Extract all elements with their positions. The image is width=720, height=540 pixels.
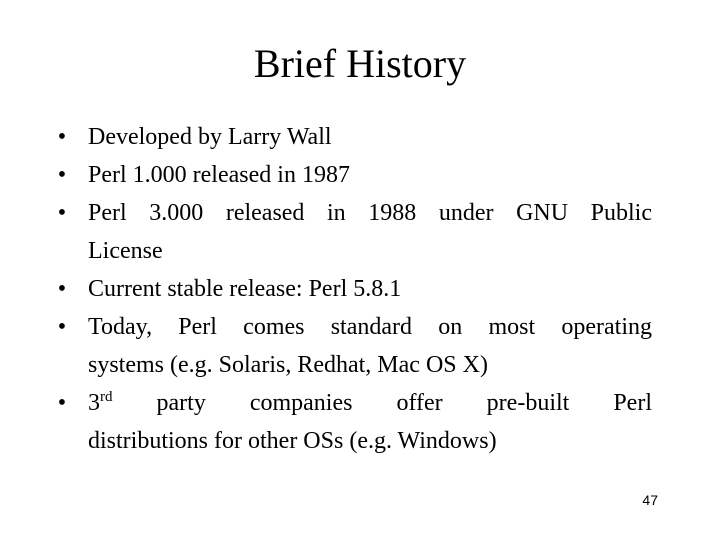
bullet-text: Developed by Larry Wall xyxy=(88,124,332,150)
bullet-icon: • xyxy=(57,390,67,416)
bullet-icon: • xyxy=(57,162,67,188)
bullet-icon: • xyxy=(57,124,67,150)
bullet-text: Perl 3.000 released in 1988 under GNU Public xyxy=(88,200,652,226)
ordinal-number: 3 xyxy=(88,390,100,416)
bullet-text: distributions for other OSs (e.g. Windows) xyxy=(88,428,497,454)
bullet-text: Today, Perl comes standard on most operating xyxy=(88,314,652,340)
bullet-list xyxy=(52,118,652,460)
bullet-text xyxy=(88,384,652,422)
bullet-text-part: party companies offer pre-built Perl xyxy=(156,390,652,416)
bullet-item xyxy=(52,118,652,156)
bullet-icon: • xyxy=(57,276,67,302)
bullet-item xyxy=(52,308,652,384)
bullet-item xyxy=(52,194,652,270)
bullet-text: License xyxy=(88,238,163,264)
bullet-text: Perl 1.000 released in 1987 xyxy=(88,162,350,188)
bullet-text: Current stable release: Perl 5.8.1 xyxy=(88,276,402,302)
bullet-item xyxy=(52,156,652,194)
bullet-item xyxy=(52,384,652,460)
slide-title: Brief History xyxy=(253,41,467,86)
ordinal-suffix: rd xyxy=(100,389,113,405)
bullet-item xyxy=(52,270,652,308)
bullet-icon: • xyxy=(57,200,67,226)
bullet-icon: • xyxy=(57,314,67,340)
bullet-text: systems (e.g. Solaris, Redhat, Mac OS X) xyxy=(88,352,488,378)
page-number: 47 xyxy=(642,492,658,508)
